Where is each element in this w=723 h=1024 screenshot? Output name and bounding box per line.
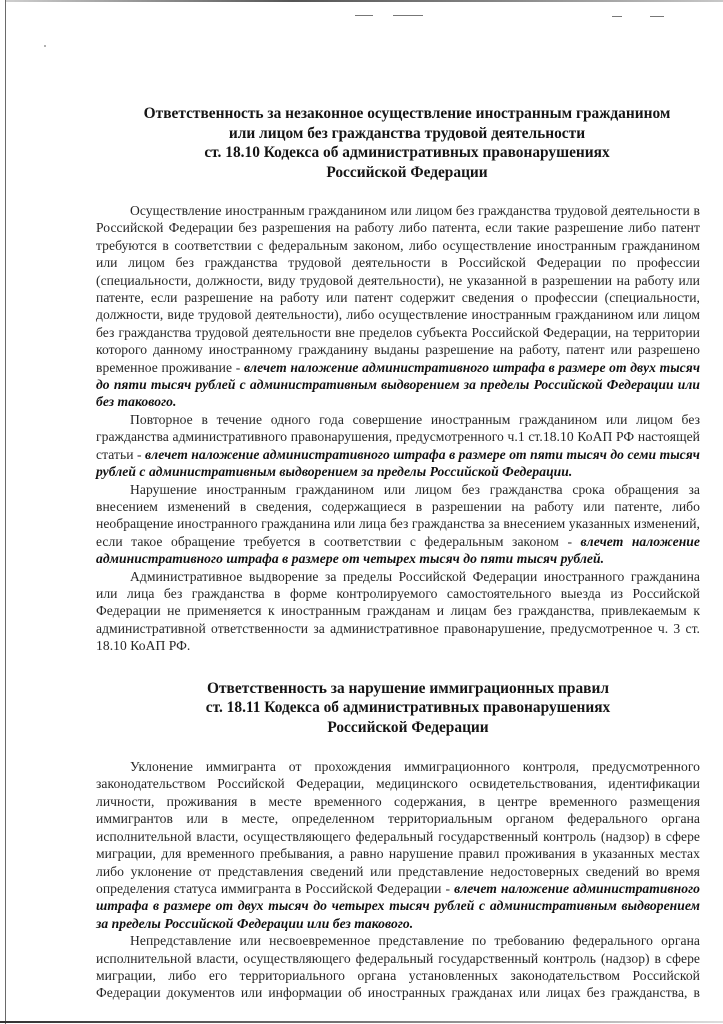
title-line: или лицом без гражданства трудовой деятельности <box>228 124 586 142</box>
scan-edge-left <box>5 0 6 1024</box>
scan-mark <box>612 16 622 17</box>
title-line: Ответственность за нарушение иммиграционных правил <box>207 679 609 697</box>
title-line: ст. 18.11 Кодекса об административных правонарушениях <box>205 699 611 717</box>
scan-speck <box>44 45 46 47</box>
paragraph-text: Уклонение иммигранта от прохождения иммиграционного контроля, предусмотренного законодательством Российской Федерации, медицинского освидетельствования, идентификации личности, проживания в месте временного содержания, в центре временного размещения иммигрантов или в месте, определенном территориальным органом федерального органа исполнительной власти, осуществляющего федеральный государственный контроль (надзор) в сфере миграции, для временного пребывания, а равно нарушение правил проживания в указанных местах либо уклонение от представления сведений или представление недостоверных сведений во время определения статуса иммигранта в Российской Федерации - <box>96 759 700 896</box>
document-page <box>96 104 700 1002</box>
title-line: Российской Федерации <box>326 163 488 181</box>
paragraph-text: Непредставление или несвоевременное представление по требованию федерального органа исполнительной власти, осуществляющего федеральный государственный контроль (надзор) в сфере миграции, либо его территориального органа установленных законодательством Российской Федерации документов или информации об иностранных гражданах или лицах без гражданства, в <box>96 933 700 1001</box>
paragraph-text: Повторное в течение одного года совершение иностранным гражданином или лицом без гражданства административного правонарушения, предусмотренного ч.1 ст.18.10 КоАП РФ настоящей статьи - <box>96 411 700 462</box>
scan-mark <box>355 15 373 16</box>
paragraph <box>96 568 700 655</box>
section-body <box>96 758 700 1002</box>
section-article-18-11 <box>96 679 700 1002</box>
title-line: Ответственность за незаконное осуществление иностранным гражданином <box>143 105 671 122</box>
title-line: Российской Федерации <box>327 718 489 736</box>
penalty-text: влечет наложение административного штрафа в размере от пяти тысяч до семи тысяч рублей с административным выдворением за пределы Российской Федерации. <box>96 446 700 480</box>
section-body <box>96 202 700 655</box>
paragraph <box>96 758 700 932</box>
paragraph <box>96 932 700 1002</box>
scan-edge-top <box>5 0 723 2</box>
paragraph-text: Административное выдворение за пределы Российской Федерации иностранного гражданина или лица без гражданства в форме контролируемого самостоятельного выезда из Российской Федерации не применяется к иностранным гражданам и лицам без гражданства, привлекаемым к административной ответственности за административное правонарушение, предусмотренное ч. 3 ст. 18.10 КоАП РФ. <box>96 568 700 654</box>
paragraph-text: Нарушение иностранным гражданином или лицом без гражданства срока обращения за внесением изменений в сведения, содержащиеся в разрешении на работу или патенте, либо необращение иностранного гражданина или лица без гражданства за внесением указанных изменений, если такое обращение требуется в соответствии с федеральным законом - <box>96 481 700 549</box>
scan-mark <box>393 15 423 16</box>
scan-mark <box>650 16 664 17</box>
section-title <box>114 104 700 182</box>
scan-edge-bottom <box>0 1021 723 1023</box>
section-article-18-10 <box>96 104 700 655</box>
paragraph <box>96 202 700 411</box>
paragraph-text: Осуществление иностранным гражданином или лицом без гражданства трудовой деятельности в Российской Федерации без разрешения на работу либо патента, если такие разрешение либо патент требуются в соответствии с федеральным законом, либо осуществление иностранным гражданином или лицом без гражданства трудовой деятельности в Российской Федерации по профессии (специальности, должности, виду трудовой деятельности), не указанной в разрешении на работу или патенте, если разрешение на работу или патент содержит сведения о профессии (специальности, должности, виде трудовой деятельности), либо осуществление иностранным гражданином или лицом без гражданства трудовой деятельности вне пределов субъекта Российской Федерации, на территории которого данному иностранному гражданину выданы разрешение на работу, патент или разрешено временное проживание - <box>96 203 700 375</box>
penalty-text: влечет наложение административного штрафа в размере от двух тысяч до четырех тысяч рублей с административным выдворением за пределы Российской Федерации или без такового. <box>96 880 700 931</box>
paragraph <box>96 411 700 481</box>
penalty-text: влечет наложение административного штрафа в размере от четырех тысяч до пяти тысяч рублей. <box>96 533 700 567</box>
paragraph <box>96 481 700 568</box>
penalty-text: влечет наложение административного штрафа в размере от двух тысяч до пяти тысяч рублей с административным выдворением за пределы Российской Федерации или без такового. <box>96 359 700 410</box>
title-line: ст. 18.10 Кодекса об административных правонарушениях <box>204 144 610 161</box>
section-title <box>116 679 700 738</box>
